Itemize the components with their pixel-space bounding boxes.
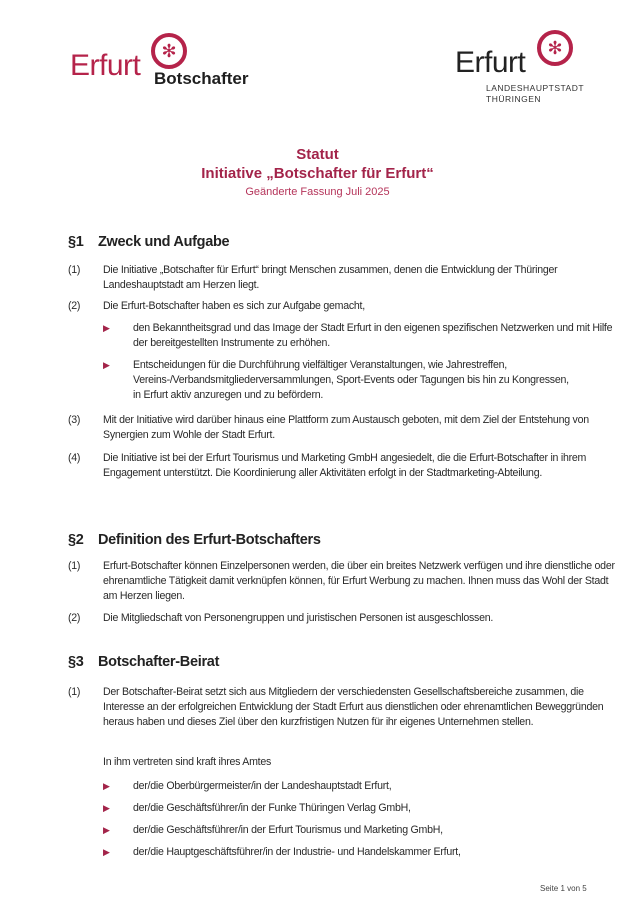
para-number: (1)	[68, 686, 81, 698]
logo-word: Erfurt	[70, 49, 141, 82]
para-text: Die Initiative „Botschafter für Erfurt“ bringt Menschen zusammen, denen die Entwicklung der Thüringer Landeshauptstadt am Herzen liegt.	[103, 264, 558, 291]
para-text: Die Initiative ist bei der Erfurt Tourismus und Marketing GmbH angesiedelt, die die Erfurt-Botschafter in ihrem Engagement unterstützt. Die Koordinierung aller Aktivitäten erfolgt in der Stadtmarketing-Abteilung.	[103, 452, 587, 479]
para-text: Mit der Initiative wird darüber hinaus eine Plattform zum Austausch geboten, mit dem Ziel der Entstehung von Synergien zum Wohle der Stadt Erfurt.	[103, 414, 589, 441]
paragraph	[68, 263, 563, 293]
page-number: Seite 1 von 5	[540, 884, 587, 893]
para-text: Der Botschafter-Beirat setzt sich aus Mitgliedern der verschiedensten Gesellschaftsbereiche zusammen, die Interesse an der erfolgreichen Entwicklung der Stadt Erfurt aus dienstlichen oder ehrenamtlichen Beweggründen heraus haben und dieses Ziel über den kurzfristigen Nutzen für ihr eigenes Unternehmen stellen.	[103, 686, 604, 728]
logo-line2: THÜRINGEN	[486, 94, 542, 104]
para-number: (2)	[68, 300, 81, 312]
doc-title: Statut	[296, 146, 339, 163]
bullet-text: Entscheidungen für die Durchführung vielfältiger Veranstaltungen, wie Jahrestreffen, Vereins-/Verbandsmitgliederversammlungen, Sport-Events oder Tagungen bis hin zu Kongressen, in Erfurt aktiv anzuregen und zu befördern.	[133, 359, 569, 401]
section-number: §2	[68, 532, 84, 548]
logo-sub: Botschafter	[154, 69, 249, 88]
arrow-bullet-icon: ▶	[103, 360, 110, 370]
para-text: In ihm vertreten sind kraft ihres Amtes	[103, 756, 272, 768]
arrow-bullet-icon: ▶	[103, 781, 110, 791]
arrow-bullet-icon: ▶	[103, 803, 110, 813]
para-text: Die Erfurt-Botschafter haben es sich zur Aufgabe gemacht,	[103, 300, 365, 312]
para-number: (2)	[68, 612, 81, 624]
bullet-item	[103, 358, 573, 403]
section-number: §1	[68, 234, 84, 250]
para-text: Die Mitgliedschaft von Personengruppen und juristischen Personen ist ausgeschlossen.	[103, 612, 494, 624]
arrow-bullet-icon: ▶	[103, 323, 110, 333]
paragraph	[68, 685, 618, 730]
arrow-bullet-icon: ▶	[103, 825, 110, 835]
arrow-bullet-icon: ▶	[103, 847, 110, 857]
paragraph	[68, 559, 618, 604]
bullet-text: den Bekanntheitsgrad und das Image der Stadt Erfurt in den eigenen spezifischen Netzwerken und mit Hilfe der bereitgestellten Instrumente zu erhöhen.	[133, 322, 613, 349]
doc-version: Geänderte Fassung Juli 2025	[245, 186, 390, 198]
section-title: Zweck und Aufgabe	[98, 234, 230, 250]
section-heading	[68, 654, 219, 670]
section-title: Definition des Erfurt-Botschafters	[98, 532, 321, 548]
botschafter-logo	[70, 35, 270, 95]
logo-line1: LANDESHAUPTSTADT	[486, 83, 585, 93]
para-text: Erfurt-Botschafter können Einzelpersonen werden, die über ein breites Netzwerk verfügen und ihre dienstliche oder ehrenamtliche Tätigkeit damit verknüpfen können, für Erfurt Werbung zu machen. Ihnen muss das Wohl der Stadt am Herzen liegen.	[103, 560, 615, 602]
bullet-item	[103, 845, 618, 860]
section-heading	[68, 532, 321, 548]
bullet-text: der/die Oberbürgermeister/in der Landeshauptstadt Erfurt,	[133, 780, 392, 792]
paragraph	[68, 413, 618, 443]
bullet-item	[103, 321, 618, 351]
bullet-item	[103, 779, 618, 794]
bullet-item	[103, 823, 618, 838]
paragraph	[68, 299, 618, 314]
bullet-item	[103, 801, 618, 816]
section-title: Botschafter-Beirat	[98, 654, 220, 670]
bullet-text: der/die Geschäftsführer/in der Erfurt Tourismus und Marketing GmbH,	[133, 824, 443, 836]
logo-word: Erfurt	[455, 46, 526, 79]
para-number: (3)	[68, 414, 81, 426]
section-heading	[68, 234, 229, 250]
para-number: (1)	[68, 560, 81, 572]
erfurt-wheel-icon: ✻	[151, 33, 187, 69]
paragraph	[68, 451, 588, 481]
bullet-text: der/die Hauptgeschäftsführer/in der Industrie- und Handelskammer Erfurt,	[133, 846, 461, 858]
erfurt-city-logo	[455, 30, 595, 110]
erfurt-wheel-icon: ✻	[537, 30, 573, 66]
para-number: (4)	[68, 452, 81, 464]
section-number: §3	[68, 654, 84, 670]
doc-subtitle: Initiative „Botschafter für Erfurt“	[201, 165, 434, 182]
paragraph	[68, 611, 618, 626]
intro-text	[103, 755, 603, 770]
bullet-text: der/die Geschäftsführer/in der Funke Thüringen Verlag GmbH,	[133, 802, 411, 814]
para-number: (1)	[68, 264, 81, 276]
